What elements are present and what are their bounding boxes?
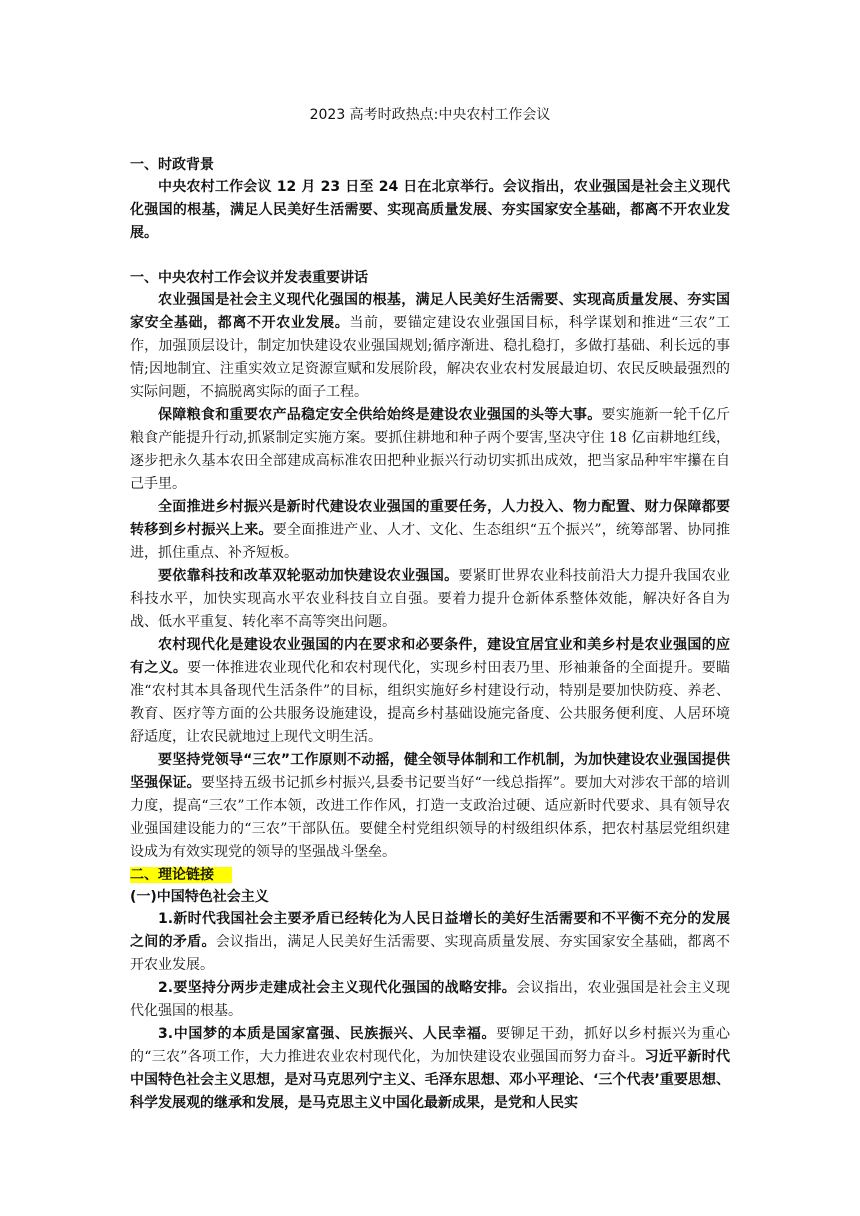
paragraph xyxy=(130,496,730,565)
body-text: 要全面推进产业、人才、文化、生态组织“五个振兴”，统筹部署、协同推进，抓住重点、补齐短板。 xyxy=(130,522,730,561)
paragraph xyxy=(130,749,730,864)
paragraph xyxy=(130,565,730,634)
body-text: 要坚持五级书记抓乡村振兴,县委书记要当好“一线总指挥”。要加大对涉农干部的培训力度，提高“三农”工作本领，改进工作作风，打造一支政治过硬、适应新时代要求、具有领导农业强国建设能力的“三农”干部队伍。要健全村党组织领导的村级组织体系，把农村基层党组织建设成为有效实现党的领导的坚强战斗堡垒。 xyxy=(130,775,730,860)
body-text: 要一体推进农业现代化和农村现代化，实现乡村田表乃里、形袖兼备的全面提升。要瞄准“农村其本具备现代生活条件”的目标，组织实施好乡村建设行动，特别是要加快防疫、养老、教育、医疗等方面的公共服务设施建设，提高乡村基础设施完备度、公共服务便利度、人居环境舒适度，让农民就地过上现代文明生活。 xyxy=(130,660,730,745)
bold-text: 2.要坚持分两步走建成社会主义现代化强国的战略安排。 xyxy=(158,980,517,996)
bold-text: 农业强国是社会主义现代化强国的根基，满足人民美好生活需要、实现高质量发展、夯实国家安全基础，都离不开农业发展。 xyxy=(130,292,730,331)
bold-text: 1.新时代我国社会主要矛盾已经转化为人民日益增长的美好生活需要和不平衡不充分的发展之间的矛盾。 xyxy=(130,911,730,950)
paragraph xyxy=(130,908,730,977)
body-text: 会议指出，满足人民美好生活需要、实现高质量发展、夯实国家安全基础，都离不开农业发展。 xyxy=(130,934,731,973)
bold-text: 中央农村工作会议 12 月 23 日至 24 日在北京举行。会议指出，农业强国是社会主义现代化强国的根基，满足人民美好生活需要、实现高质量发展、夯实国家安全基础，都离不开农业发展。 xyxy=(130,179,730,241)
highlighted-heading: 二、理论链接 xyxy=(130,867,232,883)
paragraph xyxy=(130,176,730,245)
bold-text: 习近平新时代中国特色社会主义思想，是对马克思列宁主义、毛泽东思想、邓小平理论、‘三个代表’重要思想、科学发展观的继承和发展，是马克思主义中国化最新成果，是党和人民实 xyxy=(130,1049,731,1111)
bold-text: 要坚持党领导“三农”工作原则不动摇，健全领导体制和工作机制，为加快建设农业强国提供坚强保证。 xyxy=(130,752,730,791)
section-heading-theory xyxy=(130,864,730,886)
bold-text: 农村现代化是建设农业强国的内在要求和必要条件，建设宜居宜业和美乡村是农业强国的应有之义。 xyxy=(130,637,730,676)
paragraph xyxy=(130,404,730,496)
body-text: 会议指出，农业强国是社会主义现代化强国的根基。 xyxy=(130,980,731,1019)
body-text: 要实施新一轮千亿斤粮食产能提升行动,抓紧制定实施方案。要抓住耕地和种子两个要害,坚决守住 18 亿亩耕地红线，逐步把永久基本农田全部建成高标准农田把种业振兴行动切实抓出成效，把当家品种牢牢攥在自己手里。 xyxy=(130,407,731,492)
body-text: 要铆足干劲，抓好以乡村振兴为重心的“三农”各项工作，大力推进农业农村现代化，为加快建设农业强国而努力奋斗。 xyxy=(130,1026,730,1065)
paragraph xyxy=(130,1023,730,1115)
paragraph xyxy=(130,634,730,749)
body-text: 当前，要锚定建设农业强国目标，科学谋划和推进“三农”工作，加强顶层设计，制定加快建设农业强国规划;循序渐进、稳扎稳打，多做打基础、利长远的事情;因地制宜、注重实效立足资源宣赋和发展阶段，解决农业农村发展最迫切、农民反映最强烈的实际问题，不搞脱离实际的面子工程。 xyxy=(130,315,730,400)
bold-text: 3.中国梦的本质是国家富强、民族振兴、人民幸福。 xyxy=(158,1026,497,1042)
section-heading-meeting: 一、中央农村工作会议并发表重要讲话 xyxy=(130,270,368,286)
section-heading-background: 一、时政背景 xyxy=(130,157,214,173)
spacer xyxy=(130,245,730,267)
document-title: 2023 高考时政热点:中央农村工作会议 xyxy=(309,107,551,123)
paragraph xyxy=(130,977,730,1023)
paragraph xyxy=(130,289,730,404)
bold-text: 保障粮食和重要农产品稳定安全供给始终是建设农业强国的头等大事。 xyxy=(158,407,602,423)
bold-text: 要依靠科技和改革双轮驱动加快建设农业强国。 xyxy=(158,568,459,584)
bold-text: 全面推进乡村振兴是新时代建设农业强国的重要任务，人力投入、物力配置、财力保障都要转移到乡村振兴上来。 xyxy=(130,499,730,538)
document-page xyxy=(130,104,730,1115)
body-text: 要紧盯世界农业科技前沿大力提升我国农业科技水平，加快实现高水平农业科技自立自强。要着力提升仓新体系整体效能，解决好各自为战、低水平重复、转化率不高等突出问题。 xyxy=(130,568,731,630)
subsection-heading: (一)中国特色社会主义 xyxy=(130,889,269,905)
